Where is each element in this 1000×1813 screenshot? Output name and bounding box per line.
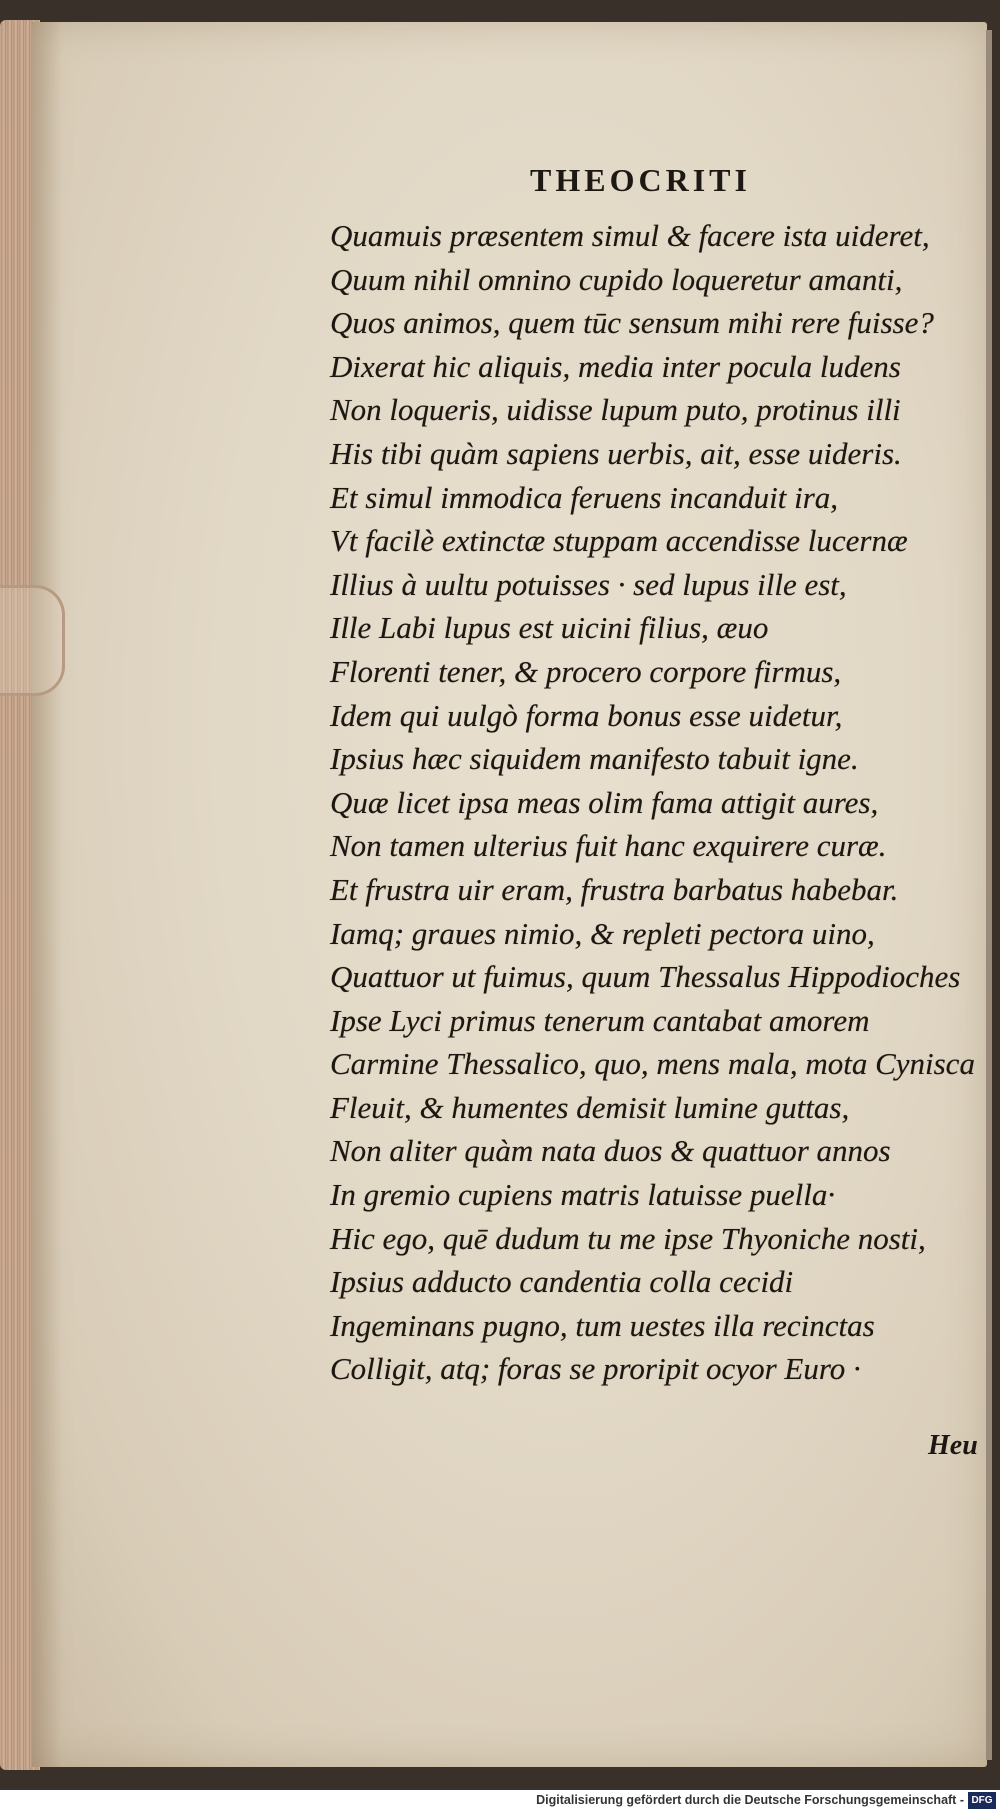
verse-line: His tibi quàm sapiens uerbis, ait, esse uideris. (330, 435, 902, 471)
verse-line: Florenti tener, & procero corpore firmus, (330, 653, 842, 689)
dfg-logo: DFG (968, 1792, 996, 1809)
verse-line: Fleuit, & humentes demisit lumine guttas, (330, 1089, 850, 1125)
right-page-edge (986, 30, 992, 1760)
verse-line: Ille Labi lupus est uicini filius, æuo (330, 610, 769, 646)
verse-line: Quum nihil omnino cupido loqueretur amanti, (330, 261, 903, 297)
running-head: THEOCRITI (530, 162, 751, 198)
verse-line: Et frustra uir eram, frustra barbatus habebar. (330, 871, 899, 907)
verse-line: Non loqueris, uidisse lupum puto, protinus illi (330, 392, 901, 428)
verse-line: Quattuor ut fuimus, quum Thessalus Hippodioches (330, 959, 961, 995)
footer-bar (0, 1790, 1000, 1813)
catchword: Heu (928, 1430, 978, 1461)
spine-shadow (32, 22, 62, 1767)
verse-line: Vt facilè extinctæ stuppam accendisse lucernæ (330, 523, 908, 559)
verse-line: Iamq; graues nimio, & repleti pectora uino, (330, 915, 875, 951)
verse-line: Quamuis præsentem simul & facere ista uideret, (330, 218, 930, 253)
verse-line: In gremio cupiens matris latuisse puella· (330, 1177, 836, 1213)
verse-line: Ipsius hæc siquidem manifesto tabuit igne. (330, 741, 859, 777)
verse-line: Hic ego, quē dudum tu me ipse Thyoniche nosti, (330, 1220, 926, 1256)
verse-line: Quos animos, quem tūc sensum mihi rere fuisse? (330, 305, 934, 341)
verse-line: Ipse Lyci primus tenerum cantabat amorem (330, 1002, 870, 1038)
verse-line: Dixerat hic aliquis, media inter pocula ludens (330, 348, 901, 384)
verse-line: Quæ licet ipsa meas olim fama attigit aures, (330, 784, 879, 820)
verse-line: Non tamen ulterius fuit hanc exquirere curæ. (330, 828, 887, 864)
footer-credit: Digitalisierung gefördert durch die Deutsche Forschungsgemeinschaft - (536, 1793, 964, 1807)
verse-line: Et simul immodica feruens incanduit ira, (330, 479, 839, 515)
verse-line: Illius à uultu potuisses · sed lupus ille est, (330, 566, 847, 602)
verse-block (330, 214, 975, 1391)
verse-line: Colligit, atq; foras se proripit ocyor Euro · (330, 1351, 861, 1387)
verse-line: Carmine Thessalico, quo, mens mala, mota Cynisca (330, 1046, 975, 1082)
verse-line: Ipsius adducto candentia colla cecidi (330, 1264, 794, 1300)
verse-line: Ingeminans pugno, tum uestes illa recinctas (330, 1307, 875, 1343)
verse-line: Non aliter quàm nata duos & quattuor annos (330, 1133, 891, 1169)
clasp-loop (0, 585, 65, 696)
verse-line: Idem qui uulgò forma bonus esse uidetur, (330, 697, 843, 733)
